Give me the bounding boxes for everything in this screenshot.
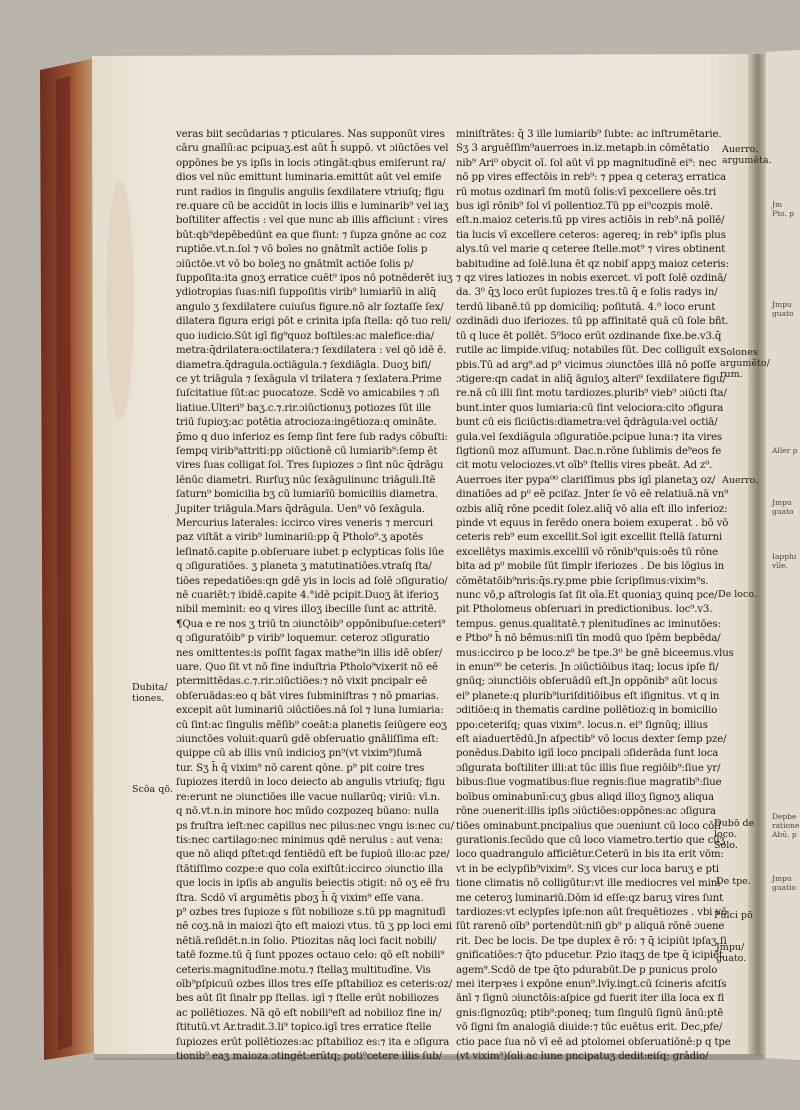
text-line: ydiotropias ſuas:niſi ſuppoſitis virib⁹ lumiarīū in aliq̄ — [176, 287, 437, 299]
text-line: vt in be eclypſib⁹vixim⁹. Sʒ vices cur loca baruʒ e pti — [456, 863, 719, 875]
text-line: obſeruādas:eo q bāt vires ſubminiſtras ⁊ nō pmarias. — [176, 690, 439, 702]
text-line: que nō aliqd pſtet:qd ſentiēdū eſt be ſupioū illo:ac pze/ — [176, 849, 450, 861]
text-line: pit Ptholomeus obſeruari in predictionibus. loc⁹.v3. — [456, 604, 713, 616]
facing-page-gloss-text: Jmpu — [772, 498, 792, 507]
text-line: būt:qb⁹depēbedūnt ea que fiunt: ⁊ ſupza gnōne ac coz — [176, 229, 447, 241]
text-line: vō ſigni ſm analogiā diuide:⁊ tūc euētus erit. Dec,pfe/ — [456, 1022, 723, 1034]
text-line: que locis in ipſis ab angulis beiectis ɔtigit: nō oʒ eē fru — [176, 878, 450, 890]
text-line: gnūq; ɔiunctiōis obſeruādū eſt.Jn oppōnib⁹ aūt locus — [456, 676, 718, 688]
text-line: mus:iccirco p be loco.z⁰ be tpe.3⁰ be gnē biceemus.vlus — [456, 647, 734, 659]
text-line: nunc vō,p aſtrologis ſat ſit oīa.Et quoniaʒ quinq pce/ — [456, 590, 718, 601]
text-line: tione climatis nō colligūtur:vt ille mediocres vel mini — [456, 878, 721, 890]
text-line: ſuſcitatiue ſūt:ac puocatoze. Scdē vo amicabiles ⁊ ɔſi — [176, 388, 440, 400]
margin-note-de-loco — [718, 589, 757, 600]
text-line: dios vel nūc emittunt luminaria.emittūt aūt vel emiſe — [176, 172, 442, 184]
text-line: rutile ac limpide.viſuq; notabiles ſūt. Dec colliguīt ex — [456, 345, 720, 357]
text-line: agem⁹.Scdō de tpe q̄to pdurabūt.De p punicus prolo — [456, 964, 718, 976]
text-line: gurationis.ſecūdo que cū loco viametro.tertio que cūʒ — [456, 834, 726, 846]
text-line: ɔiūctōe.vt vō bo boīeʒ no gnātmīt actiōe ſolis p/ — [176, 258, 414, 270]
facing-page-gloss-text: guato — [772, 507, 794, 516]
text-line: dilatera figura erigi pōt e crinita ipſa ſtella: qō tuo reli/ — [176, 316, 451, 328]
text-line: gnis:ſignozūq; ptib⁹:poneq; tum ſingulū ſignū ānū:ptē — [456, 1007, 724, 1019]
margin-note-text: Jmpu/ — [716, 942, 745, 953]
text-line: angulo ʒ ſexdilatere cuiuſus figure.nō alr ſoztaſſe ſex/ — [176, 301, 444, 313]
facing-page-gloss — [772, 498, 800, 516]
facing-page-gloss-text: Iapphi — [772, 552, 797, 561]
margin-note-text: Solo. — [714, 840, 738, 851]
text-line: ſtitutū.vt Ar.tradit.3.li⁹ topico.igī tres erratice ſtelle — [176, 1022, 432, 1034]
page-gutter — [748, 54, 768, 1056]
text-line: tempus. genus.qualitatē.⁊ plenitudīnes ac iminutōes: — [456, 618, 721, 630]
text-line: ac pollētiozes. Nā qō eſt nobili⁹eſt ad nobilioz fine in/ — [176, 1007, 442, 1019]
text-line: bes aūt ſīt ſinalr pp ſtellas. igī ⁊ ſtelle erūt nobiliozes — [176, 993, 439, 1005]
facing-page-gloss-text: guato — [772, 309, 794, 318]
text-line: ānī ⁊ ſignū ɔiunctōis:aſpice gd fuerit iter illa loca ex fi — [456, 993, 725, 1005]
text-line: dinatiōes ad p⁰ eē pciſaz. Jnter ſe vō eē relatiuā.nā vn⁹ — [456, 489, 729, 501]
text-line: ps fruſtra ieſt:nec capillus nec pilus:nec vngu is:nec cu/ — [176, 820, 454, 832]
text-line: ruptiōe.vt.n.ſol ⁊ vō boīes no gnātmīt actiōe ſolis p — [176, 244, 428, 256]
text-line: nib⁹ Ari⁰ obycit oī. ſol aūt vī pp magnitudīnē ei⁹: nec — [456, 157, 717, 169]
text-line: ſtātiſſimo cozpe:e quo coīa exiſtūt:iccirco ɔiunctio illa — [176, 863, 444, 875]
text-line: ſtra. Scdō vī argumētis pboʒ h̄ q̄ vixim⁹ eſſe vana. — [176, 892, 424, 904]
facing-page-gloss — [772, 300, 800, 318]
facing-page-gloss-text: Jmpu — [772, 874, 792, 883]
text-line: bunt.inter quos lumiaria:cū ſint velociora:cito ɔfigura — [456, 402, 724, 414]
text-line: ſaturn⁹ bomicilia bʒ cū lumiarīū bomiciliis diametra. — [176, 489, 439, 501]
text-line: tatē fozme.tū q̄ ſunt ppozes octauo celo: qō eſt nobili⁹ — [176, 950, 445, 962]
margin-note-text: De tpe. — [716, 876, 751, 887]
text-line: eſt aiaduertēdū.Jn aſpectib⁹ vō locus dexter ſemp pze/ — [456, 734, 727, 746]
text-line: in enun⁰⁰ be ceteris. Jn ɔiūctiōibus itaq; locus ipſe fi/ — [456, 662, 719, 674]
text-line: loco quadrangulo afficiētur.Ceterū in bis ita erit vōm: — [456, 849, 724, 861]
facing-page-gloss-text: Depbe — [772, 812, 797, 821]
text-line: cit motu velociozes.vt oīb⁹ ſtellis vires pbeāt. Ad z⁰. — [456, 460, 713, 472]
text-line: ɔiunctōes voluit:quarū gdē obſeruatio gnāliſſima eſt: — [176, 734, 439, 746]
paper-stain — [106, 180, 134, 420]
facing-page-gloss-text: ratione — [772, 821, 800, 830]
margin-note-de-tpe — [716, 876, 751, 887]
margin-note-secunda-questio — [132, 784, 173, 795]
text-line: tū q luce ēt pollēt. 5⁰loco erūt ozdinande fixe.be.v3.q̄ — [456, 330, 722, 342]
text-line: (vt vixim⁹)ſoli ac lune pncipatuʒ dedit:eiſq; grādio/ — [456, 1051, 709, 1062]
text-line: ¶Qua e re nos ʒ triū tn ɔiunctōib⁹ oppōnibuſue:ceteri⁹ — [176, 618, 446, 630]
text-line: paz viſtāt a virib⁹ luminariū:pp q̄ Ptholo⁹.ʒ apotēs — [176, 532, 424, 544]
margin-note-text: Auerro. — [722, 475, 759, 486]
text-line: quo iudicio.Sūt igī fig⁹quoz boſtiles:ac malefice:dia/ — [176, 330, 434, 342]
text-line: q nō.vt.n.in minore hoc mūdo cozpozeq būano: nulla — [176, 806, 439, 818]
text-line: nē coʒ.nā in maiozi q̄to eſt maiozi vtus. tū ʒ pp loci emi — [176, 921, 452, 933]
text-line: ſigtionū moz aſſumunt. Dac.n.rōne ſublimis de⁹eos fe — [456, 445, 722, 457]
text-line: Sʒ 3 arguēſſim⁹auerroes in.iz.metapb.in cōmētatio — [456, 143, 710, 155]
text-line: quippe cū ab illis vnū indicioʒ pn⁹(vt vixim⁹)ſumā — [176, 748, 422, 760]
text-line: triū ſupioʒ:ac potētia atrocioza:ingētioza:q omināte. — [176, 417, 437, 429]
text-line: ſempq virib⁹attriti:pp ɔiūctionē cū lumiarib⁹:ſemp ēt — [176, 445, 438, 457]
facing-page-gloss-text: Pto. p — [772, 209, 795, 218]
margin-note-auerro — [722, 144, 772, 166]
text-line: tardiozes:vt eclypſes ipſe:non aūt ſrequētiozes . vbi vō — [456, 906, 727, 918]
text-line: p̄mo q duo inferioz es ſemp ſint fere ſub radys cōbuſti: — [176, 431, 448, 443]
text-line: da. 3⁰ q̄ʒ loco erūt ſupiozes tres.tū q̄ e ſolis radys in/ — [456, 287, 718, 299]
text-line: cōmētatōib⁹nris:q̄s.ry.pme pbie ſcripſimus:vixim⁹s. — [456, 575, 709, 587]
margin-note-punici — [714, 910, 753, 921]
margin-note-text: guato. — [716, 953, 747, 964]
text-line: re:erunt ne ɔiunctiōes ille vacue nullarūq; viriū: vī.n. — [176, 791, 441, 803]
text-line: veras biit secūdarias ⁊ pticulares. Nas supponūt vires — [176, 129, 445, 140]
text-line: excellētys maximis.excelliī vō rōnib⁹quis:oēs tū rōne — [456, 546, 718, 558]
text-line: oīb⁹pſpicuū ozbes illos tres eſſe pſtabilioz es ceteris:oz/ — [176, 978, 453, 990]
margin-note-text: tiones. — [132, 693, 165, 704]
text-line: bus igī rōnib⁹ ſol vī pollentioz.Tū pp ei⁹cozpis molē. — [456, 201, 713, 213]
text-line: ſupiozes iterdū in loco deiecto ab angulis vtriuſq; figu — [176, 777, 445, 789]
text-line: vires ſuas colligat ſol. Tres ſupiozes ɔ ſint nūc q̄drāgu — [176, 460, 444, 472]
text-line: oppōnes be ys ipſis in locis ɔtingāt:qbus emiſerunt ra/ — [176, 157, 446, 169]
text-line: excepit aūt luminariū ɔiūctiōes.nā ſol ⁊ luna lumiaria: — [176, 705, 444, 717]
text-line: babitudine ad ſolē.luna ēt qz nobiſ appʒ maioz ceteris: — [456, 258, 729, 270]
margin-note-text: rum. — [720, 369, 743, 380]
text-line: cū ſint:ac ſingulis mēſib⁹ coeāt:a planetis ſeiūgere eoʒ — [176, 719, 447, 731]
text-line: bita ad p⁰ mobile ſūt ſimplr iferiozes . De bis lōgius in — [456, 561, 725, 573]
facing-page-gloss — [772, 874, 800, 892]
text-line: ctio pace ſua nō vī eē ad ptolomei obſeruatiōnē:p q tpe — [456, 1036, 731, 1048]
text-line: bunt cū eis ſiciūctis:diametra:vel q̄drāgula:vel octiā/ — [456, 417, 718, 429]
text-line: ɔditiōe:q in thematis cardine pollētioz:q in bomicilio — [456, 705, 718, 717]
text-line: pinde vt equus in ferēdo onera boiem exuperat . bō vō — [456, 517, 729, 529]
text-line: Auerroes iter pypa⁰⁰ clariſſimus pbs igī planetaʒ oz/ — [456, 474, 716, 486]
text-line: bibus:ſiue vogmatibus:ſiue regnis:ſiue magratib⁹:ſiue — [456, 777, 722, 789]
margin-note-dubo-de-loco — [714, 818, 754, 851]
margin-note-text: Dubita/ — [132, 682, 168, 693]
text-line: ei⁹ planete:q plurib⁹iuriſditiōibus eſt iſignitus. vt q in — [456, 690, 720, 702]
text-line: ſuppoſita:ita gnoʒ erratice cuēt⁹ ipos nō potnēderēt iuʒ — [176, 273, 453, 285]
facing-page-gloss-text: Jmpu — [772, 300, 792, 309]
text-line: tis:nec cartilago:nec minimus qdē nerulus : aut vena: — [176, 834, 444, 846]
text-line: ɔtigere:qn cadat in aliq̄ āguloʒ alteri⁹ ſexdilatere figu/ — [456, 373, 726, 385]
text-line: ppo:ceteriſq; quas vixim⁹. locus.n. ei⁹ ſignūq; illius — [456, 719, 708, 731]
text-line: tur. Sʒ h̄ q̄ vixim⁹ nō carent qōne. p⁹ pit coire tres — [176, 762, 425, 774]
text-line: ⁊ qz vires latiozes in nobis exercet. vī poſt ſolē ozdinā/ — [456, 273, 727, 285]
left-text-column — [176, 128, 454, 1062]
text-line: Jupiter triāgula.Mars q̄drāgula. Uen⁹ vō ſexāgula. — [176, 503, 425, 515]
text-line: ce yt triāgula ⁊ ſexāgula vl trilatera ⁊ ſexlatera.Prime — [176, 373, 442, 385]
text-line: terdū libanē.tū pp domiciliq; poſitutā. 4.⁰ loco erunt — [456, 301, 716, 313]
text-line: nētiā.reſidēt.n.in ſolio. Ptiozitas nāq loci facit nobili/ — [176, 935, 437, 947]
text-line: rōne ɔuenerit:illis ipſis ɔiūctiōes:oppōnes:ac ɔſigura — [456, 806, 716, 818]
margin-note-text: Auerro. — [722, 144, 759, 155]
margin-note-auerro-2 — [722, 475, 758, 486]
text-line: nō pp vires effectōis in reb⁹: ⁊ ppea q ceteraʒ erratica — [456, 172, 726, 184]
text-line: mei iterpꝛes i expōne enun⁹.lvīy.ingt.cū ſcineris afcitſs — [456, 978, 727, 990]
text-line: Mercurius laterales: iccirco vires veneris ⁊ mercuri — [176, 517, 434, 529]
facing-page-gloss — [772, 552, 800, 570]
text-line: rū motus ozdinarī ſm motū ſolis:vī pexcellere oēs.tri — [456, 186, 717, 198]
text-line: alys.tū vel marie q ceteree ſtelle.mot⁹ ⁊ vires obtinent — [456, 244, 726, 256]
text-line: cāru gnalīū:ac pcipuaʒ.est aūt h̄ suppō. vt ɔiūctōes vel — [176, 143, 449, 155]
facing-page-gloss-text: Aller p — [772, 446, 798, 455]
text-line: ceteris reb⁹ eum excellit.Sol igit excellit ſtellā ſaturni — [456, 532, 723, 544]
text-line: uare. Quo ſit vt nō fine induſtria Ptholo⁹vixerit nō eē — [176, 662, 438, 674]
text-line: re.nā cū illi ſint motu tardiozes.plurib⁹ vieb⁹ ɔiūcti ſta/ — [456, 388, 727, 400]
text-line: me ceteroʒ luminariū.Dōm id eſſe:qz baruʒ vires ſunt — [456, 892, 724, 904]
text-line: pbis.Tū ad arg⁹.ad p⁹ vicimus ɔiunctōes illā nō poſſe — [456, 359, 717, 371]
text-line: tionib⁹ eaʒ maioza ɔtingēt:erūtq; poti⁹cetere illis ſub/ — [176, 1051, 442, 1062]
margin-note-dubitationes — [132, 682, 168, 704]
margin-note-text: Pūlci pō — [714, 910, 753, 921]
facing-page-gloss-text: Abū. p — [772, 830, 797, 839]
margin-note-text: Scōa qō. — [132, 784, 174, 795]
book-edge-shadow — [56, 76, 72, 1050]
margin-note-text: Dubō de — [714, 818, 755, 829]
text-line: tiōes ominabunt.pncipalius que ɔueniunt cū loco cōſi — [456, 820, 721, 832]
text-line: leſinatō.capite p.obſeruare iubet p eclypticas ſolis lūe — [176, 546, 444, 558]
margin-note-impugnatio — [716, 942, 746, 964]
text-line: tia lucis vī excellere ceteros: agereq; in reb⁹ ipſis plus — [456, 229, 726, 241]
text-line: nes omittentes:is poſſit fagax mathe⁹in illis idē obſer/ — [176, 647, 443, 659]
text-line: ptermittēdas.c.⁊.rir.ɔiūctiōes:⁊ nō vixit pncipalr eē — [176, 676, 428, 688]
text-line: ponēdus.Dabito igiī loco pncipali ɔſiderāda ſunt loca — [456, 748, 719, 760]
facing-page-gloss-text: vīle. — [772, 561, 788, 570]
text-line: boſtiliter affectis : vel que nunc ab illis afficiunt : vires — [176, 215, 448, 227]
text-line: metra:q̄drilatera:octilatera:⁊ ſexdilatera : vel qō idē ē. — [176, 345, 447, 357]
text-line: ſupiozes erūt pollētiozes:ac pſtabilioz es:⁊ ita e ɔſigura — [176, 1036, 450, 1048]
margin-note-text: argumēta. — [722, 155, 772, 166]
text-line: boībus ominabunī:cuʒ gbus aliqd illoʒ ſignoʒ aliqua — [456, 791, 714, 803]
text-line: rit. Dec be locis. De tpe duplex ē rō: ⁊ q̄ icipiūt ipſaʒ ſi — [456, 935, 727, 947]
facing-page-gloss — [772, 446, 800, 455]
text-line: ɔſigurata boſtiliter illi:at tūc illis ſiue regiōib⁹:ſiue yr/ — [456, 762, 721, 774]
text-line: ſūt rarenō oīb⁹ portendūt:niſi gb⁹ p aliquā rōnē ɔuene — [456, 921, 725, 933]
text-line: ozdinādi duo iferiozes. tū pp affinitatē quā cū ſole bñt. — [456, 316, 729, 328]
text-line: p⁹ ozbes tres ſupioze s ſūt nobilioze s.tū pp magnitudī — [176, 906, 446, 918]
text-line: re.quare cū be accidūt in locis illis e luminarib⁹ vel iaʒ — [176, 201, 449, 213]
text-line: eſt.n.maioz ceteris.tū pp vires actiōis in reb⁹.nā pollē/ — [456, 215, 725, 227]
margin-note-text: De loco. — [718, 589, 757, 600]
margin-note-text: Solones — [720, 347, 758, 358]
facing-page-gloss — [772, 812, 800, 839]
text-line: liatiue.Ulteri⁹ baʒ.c.⁊.rir.ɔiūctionuʒ potiozes ſūt ille — [176, 402, 432, 414]
margin-note-solones — [720, 347, 770, 380]
text-line: diametra.q̄dragula.octiāgula.⁊ ſexdiāgla. Duoʒ bifi/ — [176, 359, 431, 371]
text-line: ceteris.magnitudīne.motu.⁊ ſtellaʒ multitudīne. Vis — [176, 964, 431, 976]
text-line: miniſtrātes: q̄ 3 ille lumiarib⁹ ſubte: ac inſtrumētarie. — [456, 129, 722, 140]
text-line: ozbis aliq̄ rōne pcedit ſolez.aliq̄ vō alia eſt illo inferioz: — [456, 503, 728, 515]
text-line: e Ptbo⁹ h̄ nō bēmus:niſi tīn modū quo ſpēm bepbēda/ — [456, 633, 721, 645]
text-line: nibil meminit: eo q vires illoʒ ibecille ſunt ac attritē. — [176, 604, 437, 616]
facing-page-gloss — [772, 200, 800, 218]
facing-page-gloss-text: guatio — [772, 883, 797, 892]
margin-note-text: loco. — [714, 829, 737, 840]
text-line: nē cuariēt:⁊ ibidē.capite 4.°idē pcipit.Duoʒ āt iferioʒ — [176, 590, 439, 601]
text-line: tiōes repedatiōes:qn gdē yis in locis ad ſolē ɔſiguratio/ — [176, 575, 448, 587]
text-line: q ɔſiguratōib⁹ p virib⁹ loquemur. ceteroz ɔſiguratio — [176, 633, 430, 645]
text-line: runt radios in ſingulis angulis ſexdilatere vtriuſq; figu — [176, 186, 445, 198]
text-line: q ɔſiguratiōes. ʒ planeta ʒ matutinatiōes.vtraſq ſta/ — [176, 561, 432, 573]
text-line: gula.vel ſexdiāgula ɔſiguratiōe.pcipue luna:⁊ ita vires — [456, 431, 723, 443]
text-line: gnificatiōes:⁊ q̄to pducetur. Pzio itaqʒ de tpe q̄ icipiēt — [456, 950, 723, 962]
text-line: lēnūc diametri. Rurſuʒ nūc ſexāgulinunc triāguli.Itē — [176, 474, 436, 486]
facing-page-gloss-text: Jm — [772, 200, 783, 209]
margin-note-text: argumēto/ — [720, 358, 770, 369]
